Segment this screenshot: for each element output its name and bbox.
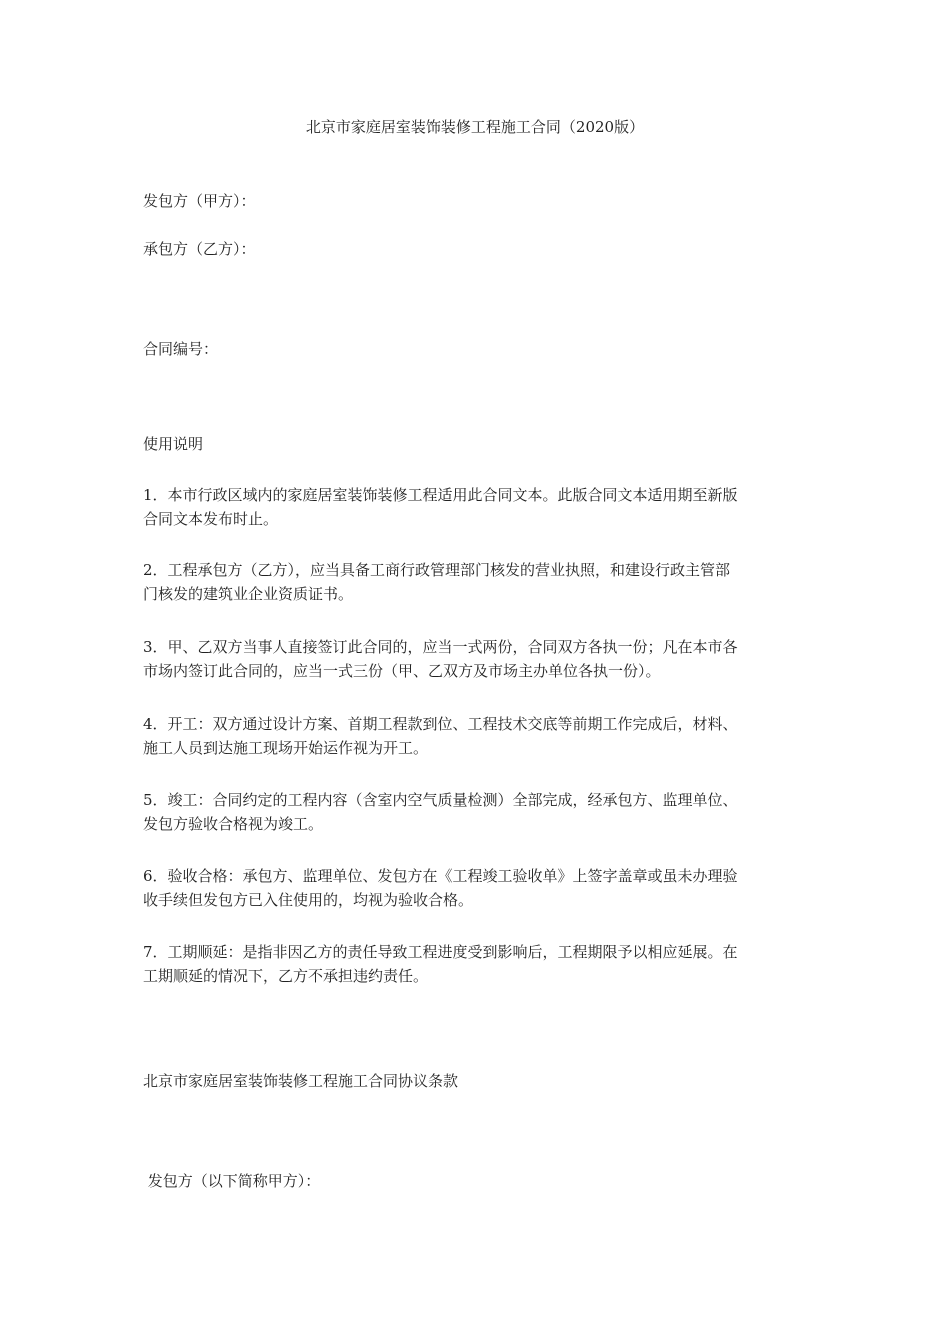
contract-number-label: 合同编号： [143, 340, 219, 358]
instruction-line: 市场内签订此合同的，应当一式三份（甲、乙双方及市场主办单位各执一份）。 [143, 662, 661, 680]
instruction-line: 5．竣工：合同约定的工程内容（含室内空气质量检测）全部完成，经承包方、监理单位、 [143, 791, 738, 809]
instruction-item-1 [143, 483, 818, 531]
instruction-line: 2．工程承包方（乙方），应当具备工商行政管理部门核发的营业执照，和建设行政主管部 [143, 561, 731, 579]
instruction-line: 工期顺延的情况下，乙方不承担违约责任。 [143, 967, 429, 985]
instruction-line: 施工人员到达施工现场开始运作视为开工。 [143, 739, 429, 757]
instruction-item-7 [143, 940, 818, 988]
instruction-item-3 [143, 635, 818, 683]
document-title: 北京市家庭居室装饰装修工程施工合同（2020版） [305, 118, 645, 136]
party-b-label: 承包方（乙方）： [143, 240, 256, 258]
agreement-heading: 北京市家庭居室装饰装修工程施工合同协议条款 [143, 1072, 459, 1090]
instruction-line: 1．本市行政区域内的家庭居室装饰装修工程适用此合同文本。此版合同文本适用期至新版 [143, 486, 738, 504]
instruction-line: 门核发的建筑业企业资质证书。 [143, 585, 354, 603]
instruction-line: 6．验收合格：承包方、监理单位、发包方在《工程竣工验收单》上签字盖章或虽未办理验 [143, 867, 738, 885]
instructions-heading: 使用说明 [143, 435, 204, 453]
instruction-line: 合同文本发布时止。 [143, 510, 279, 528]
instruction-item-6 [143, 864, 818, 912]
instruction-line: 4．开工：双方通过设计方案、首期工程款到位、工程技术交底等前期工作完成后，材料、 [143, 715, 738, 733]
instruction-item-4 [143, 712, 818, 760]
instruction-item-2 [143, 558, 818, 606]
instruction-item-5 [143, 788, 818, 836]
instruction-line: 7．工期顺延：是指非因乙方的责任导致工程进度受到影响后，工程期限予以相应延展。在 [143, 943, 738, 961]
employer-label: 发包方（以下简称甲方）： [143, 1172, 321, 1190]
instruction-line: 3．甲、乙双方当事人直接签订此合同的，应当一式两份，合同双方各执一份；凡在本市各 [143, 638, 738, 656]
party-a-label: 发包方（甲方）： [143, 192, 256, 210]
instruction-line: 发包方验收合格视为竣工。 [143, 815, 324, 833]
instruction-line: 收手续但发包方已入住使用的，均视为验收合格。 [143, 891, 474, 909]
